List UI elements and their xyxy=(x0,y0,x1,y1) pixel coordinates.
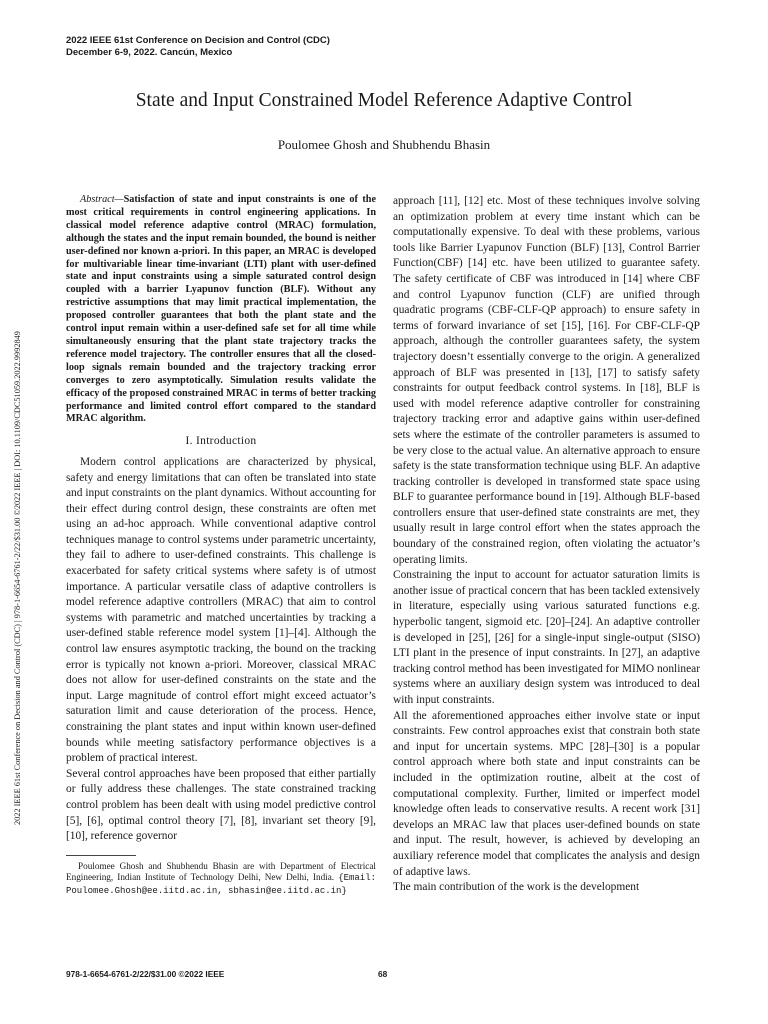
intro-paragraph-4: Constraining the input to account for actuator saturation limits is another issue of practical concern that has been tackled extensively in literature, especially using various saturated functions e.g. hyperbolic tangent, sigmoid etc. [20]–[24]. An adaptive controller is developed in [25], [26] for a single-input single-output (SISO) LTI plant in the presence of input constraints. In [27], an adaptive tracking control method has been investigated for MIMO nonlinear systems where an auxiliary design system was introduced to deal with input constraints. xyxy=(393,569,700,706)
abstract-body: Satisfaction of state and input constraints is one of the most critical requirements in control engineering applications. In classical model reference adaptive control (MRAC) formulation, although the states and the input remain bounded, the bound is neither user-defined nor known a-priori. In this paper, an MRAC is developed for multivariable linear time-invariant (LTI) plant with user-defined state and input constraints using a simple saturated control design coupled with a barrier Lyapunov function (BLF). Without any restrictive assumptions that may limit practical implementation, the proposed controller guarantees that both the plant state and the control input remain within a user-defined safe set for all time while simultaneously ensuring that the plant state trajectory tracks the reference model trajectory. The controller ensures that all the closed-loop signals remain bounded and the trajectory tracking error converges to zero asymptotically. Simulation results validate the efficacy of the proposed constrained MRAC in terms of better tracking performance and limited control effort compared to the standard MRAC algorithm. xyxy=(66,194,376,425)
right-column xyxy=(393,194,700,896)
intro-paragraph-1: Modern control applications are characterized by physical, safety and energy limitations that can often be translated into state and input constraints on the plant dynamics. Without accounting for their effect during control design, these constraints are often met using an ad-hoc approach. While conventional adaptive control techniques manage to control systems under parametric uncertainty, they fail to adhere to user-defined constraints. This challenge is exacerbated for safety critical systems where safety is of utmost importance. A particular versatile class of adaptive controllers is model reference adaptive controllers (MRAC) that aim to control systems with parametric and matched uncertainties by tracking a user-defined stable reference model system [1]–[4]. Although the control law ensures asymptotic tracking, the bound on the tracking error is typically not known a-priori. Moreover, classical MRAC does not allow for user-defined constraints on the state and the input. Large magnitude of control effort might exceed actuator’s saturation limit and cause deterioration of the process. Hence, constraining the plant states and input within known user-defined bounds while meeting satisfactory performance objectives is a problem of practical interest. xyxy=(66,455,376,765)
footnote-divider xyxy=(66,855,136,856)
section-heading: I. Introduction xyxy=(185,435,257,448)
doi-sidebar: 2022 IEEE 61st Conference on Decision and Control (CDC) | 978-1-6654-6761-2/22/$31.00 ©2022 IEEE | DOI: 10.1109/CDC51059.2022.9992849 xyxy=(13,331,22,825)
footnote-text: Poulomee Ghosh and Shubhendu Bhasin are with Department of Electrical Engineering, Indian Institute of Technology Delhi, New Delhi, India. xyxy=(66,860,376,883)
paper-authors: Poulomee Ghosh and Shubhendu Bhasin xyxy=(277,137,491,152)
footnote-emails: {Email: Poulomee.Ghosh@ee.iitd.ac.in, sbhasin@ee.iitd.ac.in} xyxy=(66,873,377,896)
intro-paragraph-6: The main contribution of the work is the development xyxy=(393,881,640,894)
author-footnote xyxy=(66,861,376,898)
conference-date: December 6-9, 2022. Cancún, Mexico xyxy=(66,47,233,58)
conference-header xyxy=(66,35,330,59)
paper-title: State and Input Constrained Model Reference Adaptive Control xyxy=(135,90,633,111)
intro-paragraph-5: All the aforementioned approaches either involve state or input constraints. Few control approaches exist that constrain both state and input for uncertain systems. MPC [28]–[30] is a popular control approach where both state and input constraints can be included in the optimization routine, albeit at the cost of computational complexity. Further, limited or imperfect model knowledge often leads to conservative results. A recent work [31] develops an MRAC law that places user-defined bounds on state and input. The result, however, is achieved by developing an auxiliary reference model that complicates the analysis and design of adaptive laws. xyxy=(393,709,700,878)
conference-name: 2022 IEEE 61st Conference on Decision and Control (CDC) xyxy=(66,35,330,46)
footer-isbn: 978-1-6654-6761-2/22/$31.00 ©2022 IEEE xyxy=(66,969,225,979)
abstract-lead: Abstract— xyxy=(80,194,124,205)
left-column xyxy=(66,194,376,898)
page-number: 68 xyxy=(378,969,388,979)
intro-paragraph-3: approach [11], [12] etc. Most of these techniques involve solving an optimization problem at every time instant which can be computationally expensive. To deal with these problems, various tools like Barrier Lyapunov Function (BLF) [13], Control Barrier Function(CBF) [14] etc. have been utilized to guarantee safety. The safety certificate of CBF was introduced in [14] where CBF and control Lyapunov function (CLF) are unified through quadratic programs (CBF-CLF-QP approach) to ensure safety in terms of forward invariance of set [15], [16]. For CBF-CLF-QP approach, although the controller guarantees safety, the system trajectory doesn’t essentially converge to the origin. A generalized approach of BLF was presented in [13], [17] to satisfy safety constraints for output feedback control systems. In [18], BLF is used with model reference adaptive controller for constraining trajectory tracking error and adaptive gains within user-defined sets where the estimate of the controller parameters is assumed to be very close to the actual value. An alternative approach to ensure safety is the state transformation technique using BLF. An adaptive tracking controller is developed in transformed state space using BLF to guarantee performance bound in [19]. Although BLF-based controllers ensure that user-defined state constraints are met, they usually result in large control effort when the states approach the boundary of the constrained region, often violating the actuator’s operating limits. xyxy=(393,195,700,566)
intro-paragraph-2: Several control approaches have been proposed that either partially or fully address these challenges. The state constrained tracking control problem has been dealt with using model predictive control [5], [6], optimal control theory [7], [8], invariant set theory [9], [10], reference governor xyxy=(66,767,376,843)
abstract xyxy=(66,194,376,426)
